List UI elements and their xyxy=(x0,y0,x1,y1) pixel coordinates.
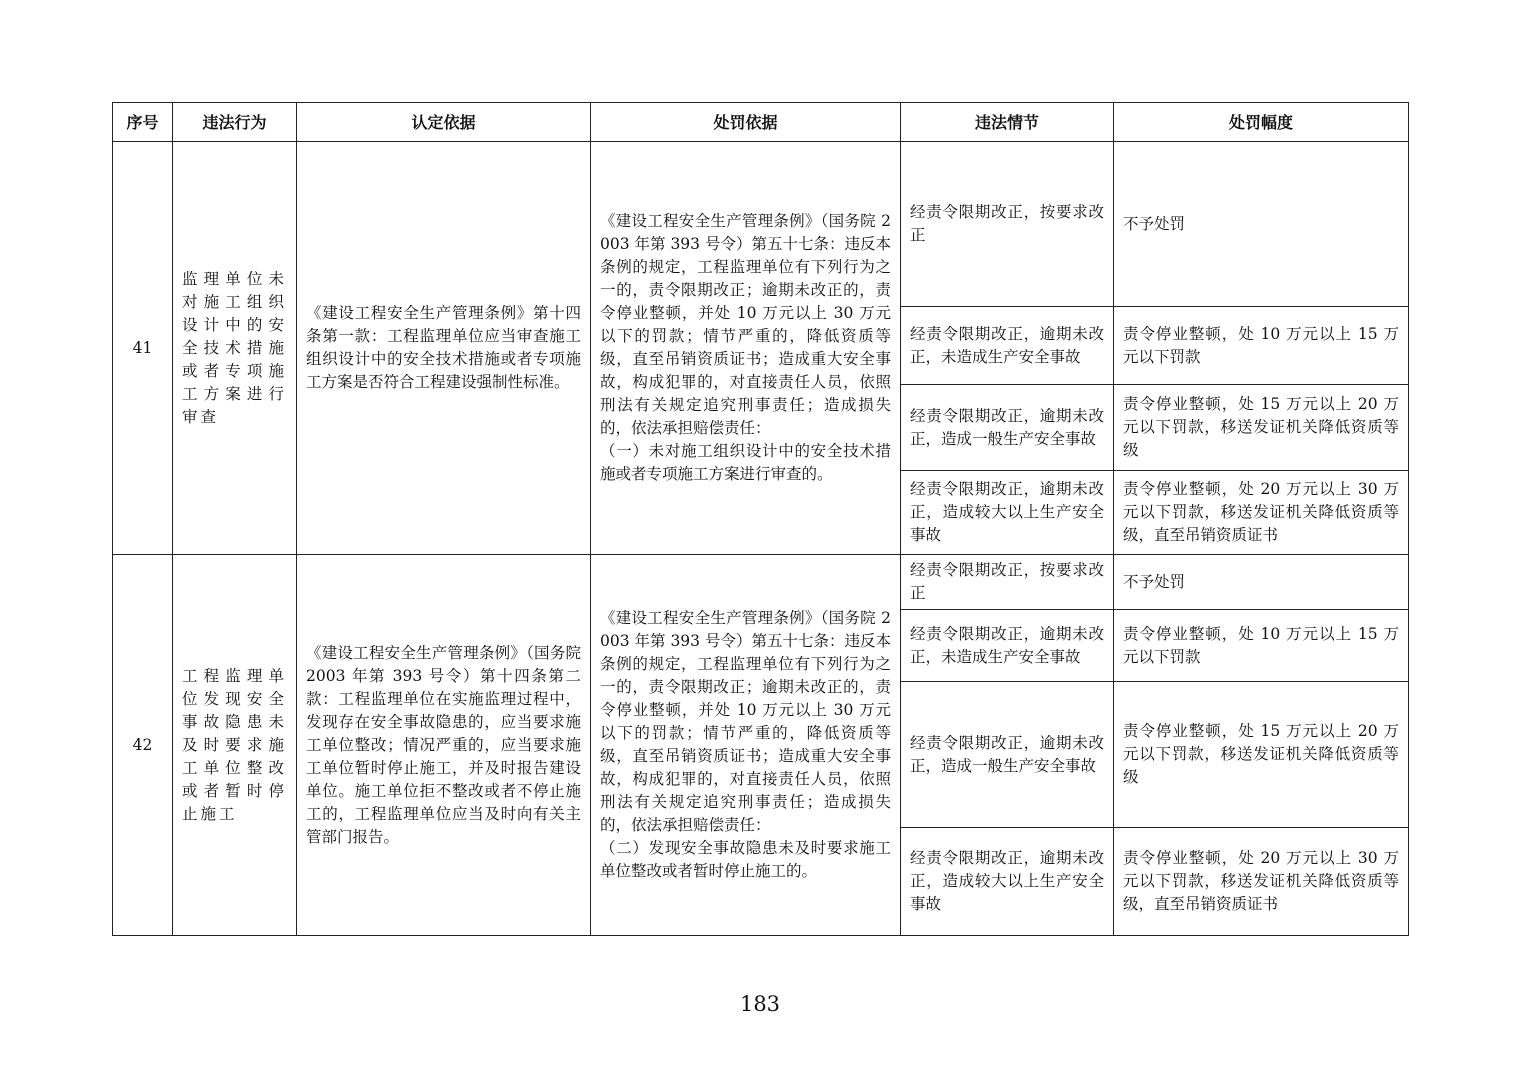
header-row xyxy=(113,103,1409,142)
penalty-table xyxy=(112,102,1409,936)
circumstance-cell: 经责令限期改正，逾期未改正，造成一般生产安全事故 xyxy=(901,682,1114,828)
page-number: 183 xyxy=(739,992,781,1016)
circumstance-cell: 经责令限期改正，逾期未改正，未造成生产安全事故 xyxy=(901,610,1114,682)
penalty-range-cell: 责令停业整顿，处 10 万元以上 15 万元以下罚款 xyxy=(1114,307,1409,385)
table-row xyxy=(113,142,1409,307)
circumstance-cell: 经责令限期改正，逾期未改正，造成一般生产安全事故 xyxy=(901,385,1114,471)
header-basis: 认定依据 xyxy=(297,103,591,142)
violation-act: 工程监理单位发现安全事故隐患未及时要求施工单位整改或者暂时停止施工 xyxy=(173,555,297,936)
circumstance-cell: 经责令限期改正，逾期未改正，造成较大以上生产安全事故 xyxy=(901,828,1114,936)
circumstance-cell: 经责令限期改正，按要求改正 xyxy=(901,142,1114,307)
circumstance-cell: 经责令限期改正，逾期未改正，造成较大以上生产安全事故 xyxy=(901,471,1114,555)
penalty-range-cell: 责令停业整顿，处 10 万元以上 15 万元以下罚款 xyxy=(1114,610,1409,682)
determination-basis: 《建设工程安全生产管理条例》第十四条第一款：工程监理单位应当审查施工组织设计中的安全技术措施或者专项施工方案是否符合工程建设强制性标准。 xyxy=(297,142,591,555)
determination-basis: 《建设工程安全生产管理条例》（国务院 2003 年第 393 号令）第十四条第二款：工程监理单位在实施监理过程中，发现存在安全事故隐患的，应当要求施工单位整改；情况严重的，应当要求施工单位暂时停止施工，并及时报告建设单位。施工单位拒不整改或者不停止施工的，工程监理单位应当及时向有关主管部门报告。 xyxy=(297,555,591,936)
penalty-range-cell: 责令停业整顿，处 20 万元以上 30 万元以下罚款，移送发证机关降低资质等级，直至吊销资质证书 xyxy=(1114,828,1409,936)
row-number: 42 xyxy=(113,555,173,936)
penalty-range-cell: 责令停业整顿，处 15 万元以上 20 万元以下罚款，移送发证机关降低资质等级 xyxy=(1114,682,1409,828)
penalty-range-cell: 不予处罚 xyxy=(1114,142,1409,307)
penalty-basis: 《建设工程安全生产管理条例》（国务院 2003 年第 393 号令）第五十七条：违反本条例的规定，工程监理单位有下列行为之一的，责令限期改正；逾期未改正的，责令停业整顿，并处 10 万元以上 30 万元以下的罚款；情节严重的，降低资质等级，直至吊销资质证书；造成重大安全事故，构成犯罪的，对直接责任人员，依照刑法有关规定追究刑事责任；造成损失的，依法承担赔偿责任： （一）未对施工组织设计中的安全技术措施或者专项施工方案进行审查的。 xyxy=(591,142,901,555)
circumstance-cell: 经责令限期改正，逾期未改正，未造成生产安全事故 xyxy=(901,307,1114,385)
penalty-basis: 《建设工程安全生产管理条例》（国务院 2003 年第 393 号令）第五十七条：违反本条例的规定，工程监理单位有下列行为之一的，责令限期改正；逾期未改正的，责令停业整顿，并处 10 万元以上 30 万元以下的罚款；情节严重的，降低资质等级，直至吊销资质证书；造成重大安全事故，构成犯罪的，对直接责任人员，依照刑法有关规定追究刑事责任；造成损失的，依法承担赔偿责任： （二）发现安全事故隐患未及时要求施工单位整改或者暂时停止施工的。 xyxy=(591,555,901,936)
header-range: 处罚幅度 xyxy=(1114,103,1409,142)
table-row xyxy=(113,555,1409,610)
circumstance-cell: 经责令限期改正，按要求改正 xyxy=(901,555,1114,610)
header-circumstance: 违法情节 xyxy=(901,103,1114,142)
penalty-range-cell: 责令停业整顿，处 20 万元以上 30 万元以下罚款，移送发证机关降低资质等级，直至吊销资质证书 xyxy=(1114,471,1409,555)
violation-act: 监理单位未对施工组织设计中的安全技术措施或者专项施工方案进行审查 xyxy=(173,142,297,555)
header-seq: 序号 xyxy=(113,103,173,142)
header-act: 违法行为 xyxy=(173,103,297,142)
penalty-range-cell: 责令停业整顿，处 15 万元以上 20 万元以下罚款，移送发证机关降低资质等级 xyxy=(1114,385,1409,471)
penalty-range-cell: 不予处罚 xyxy=(1114,555,1409,610)
header-penalty-basis: 处罚依据 xyxy=(591,103,901,142)
row-number: 41 xyxy=(113,142,173,555)
